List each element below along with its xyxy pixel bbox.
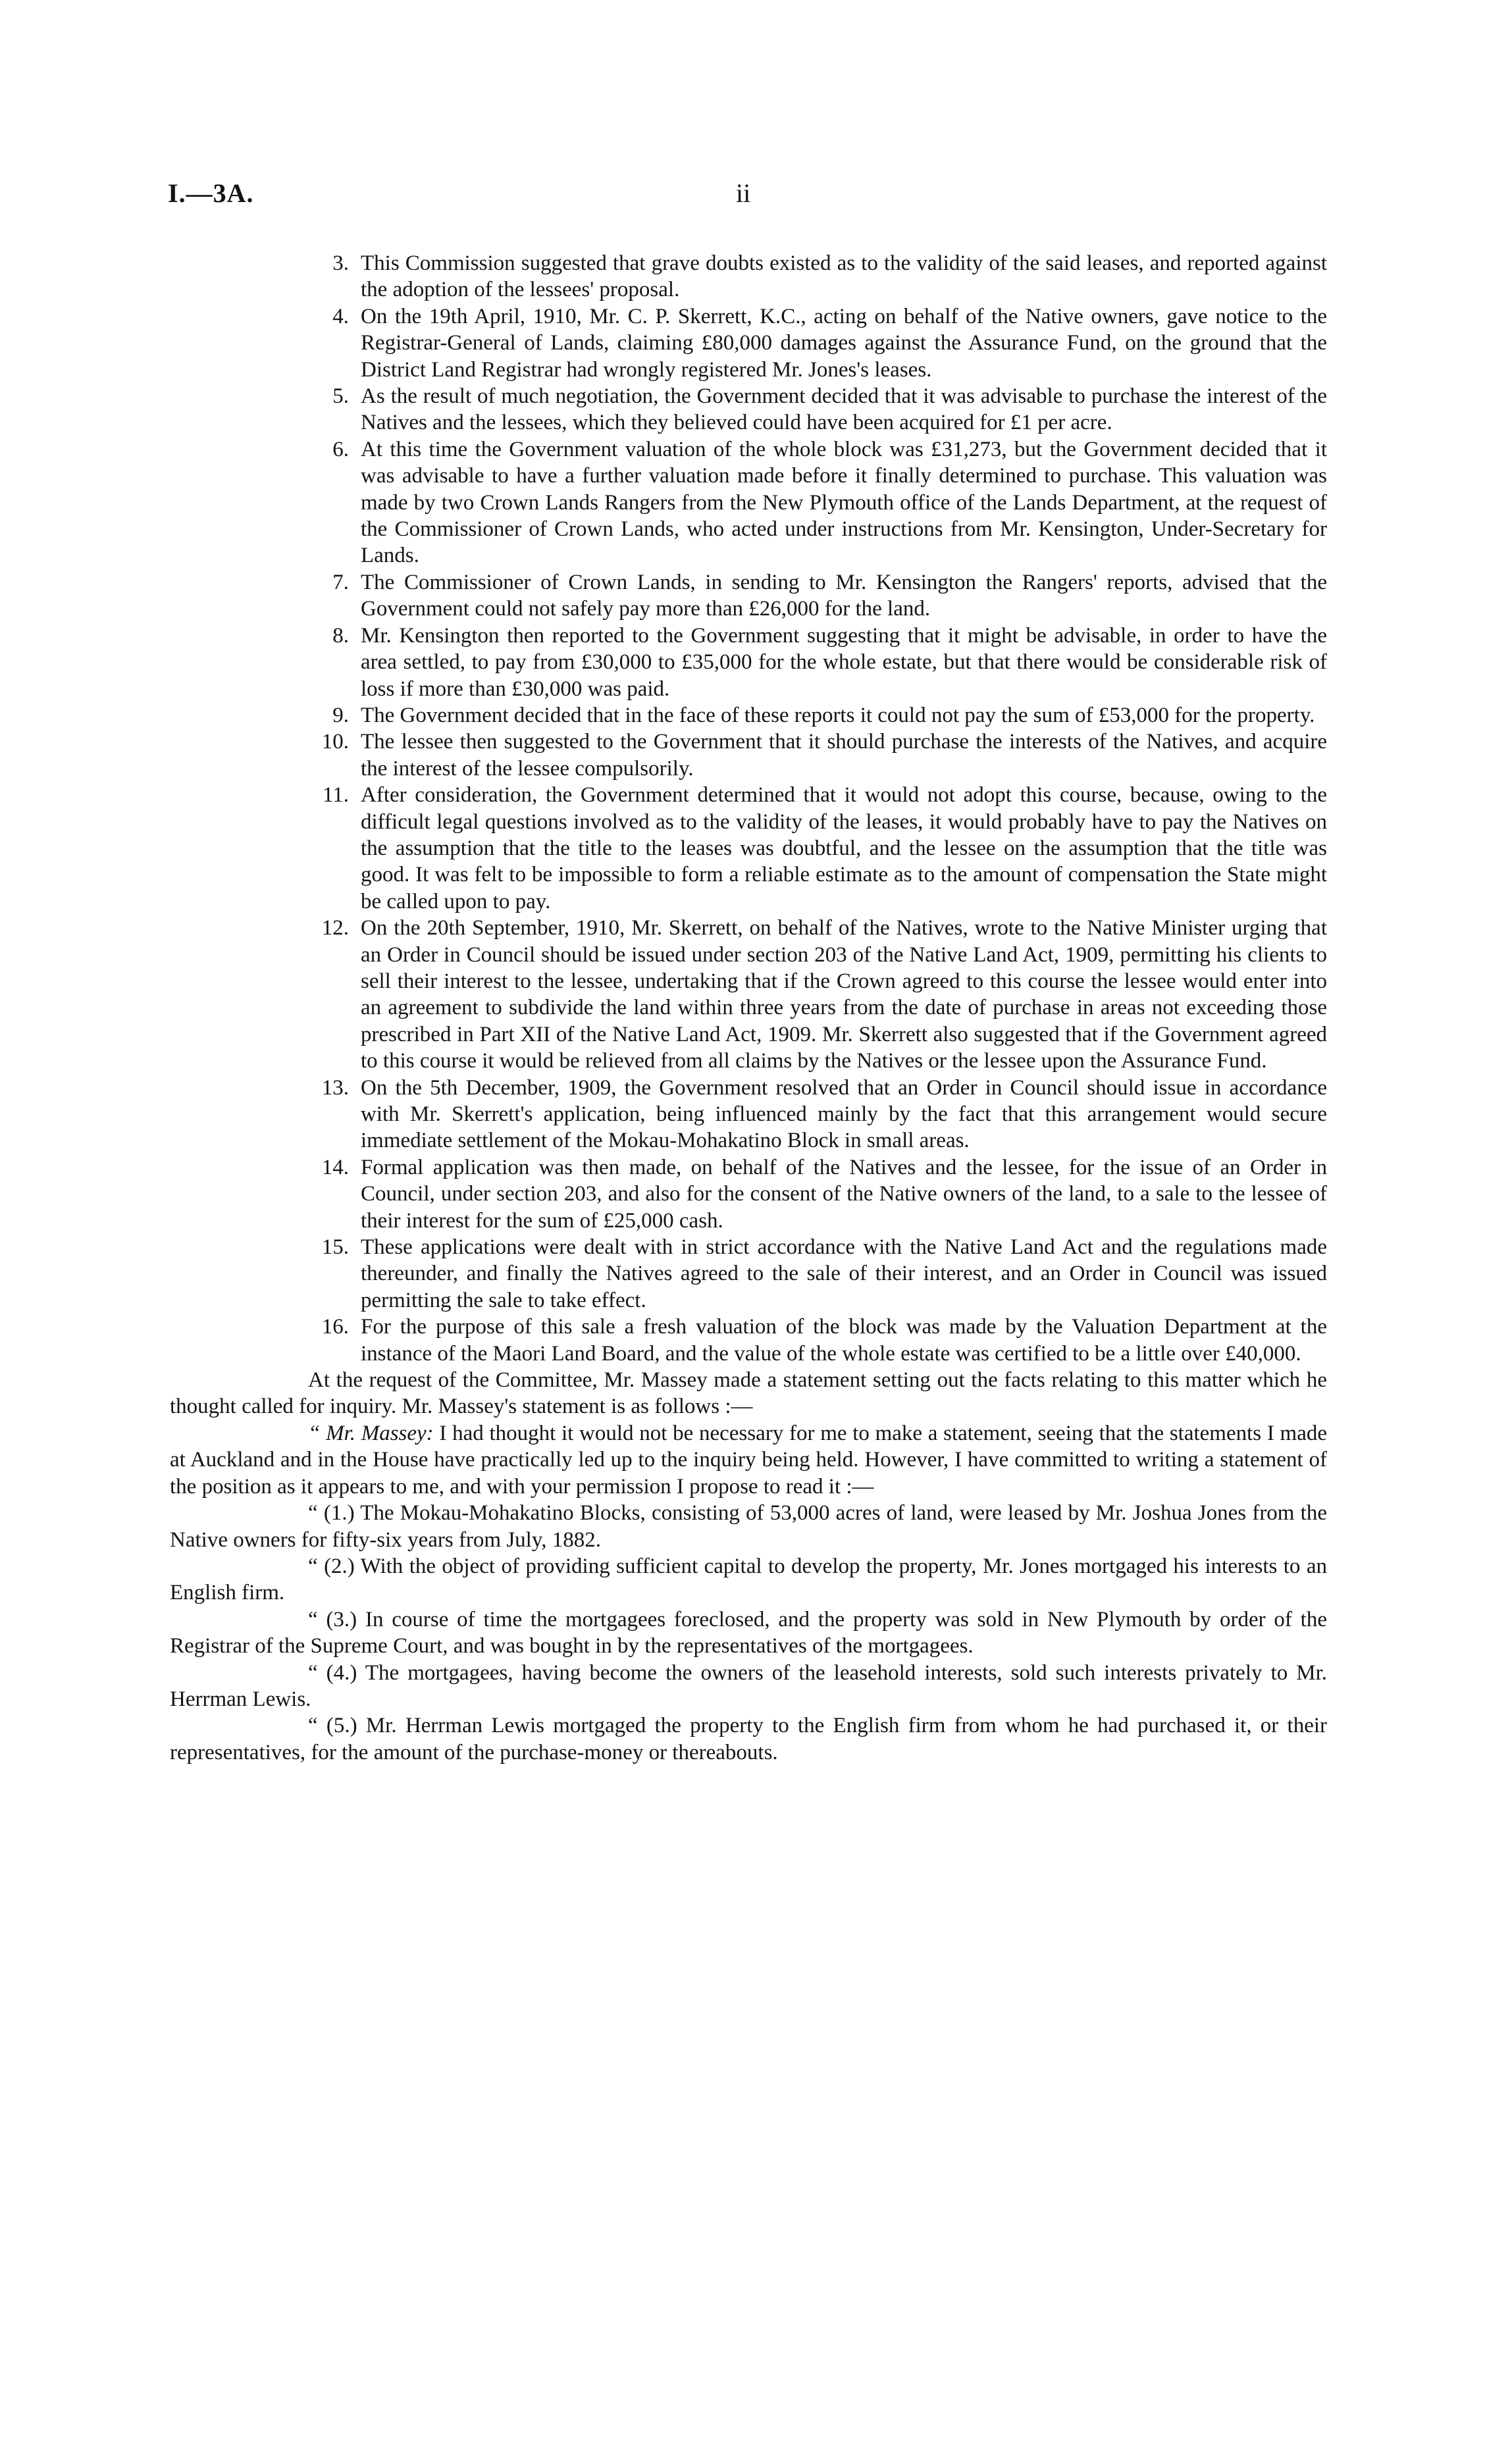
item-text: At this time the Government valuation of the whole block was £31,273, but the Government decided that it was advisable to have a further valuation made before it finally determined to purchase. This valuation was made by two Crown Lands Rangers from the New Plymouth office of the Lands Department, at the request of the Commissioner of Crown Lands, who acted under instructions from Mr. Kensington, Under-Secretary for Lands.: [361, 437, 1327, 568]
list-item: [170, 782, 1327, 915]
item-number: 11.: [322, 783, 349, 808]
statement-opening-text: I had thought it would not be necessary for me to make a statement, seeing that the statements I made at Auckland and in the House have practically led up to the inquiry being held. However, I have committed to writing a statement of the position as it appears to me, and with your permission I propose to read it :—: [170, 1421, 1327, 1499]
item-number: 16.: [321, 1315, 349, 1339]
document-body: [170, 250, 1327, 1766]
speaker-label: “ Mr. Massey:: [308, 1421, 434, 1445]
statement-point: “ (3.) In course of time the mortgagees foreclosed, and the property was sold in New Plymouth by order of the Registrar of the Supreme Court, and was bought in by the representatives of the mortgagees.: [170, 1607, 1327, 1658]
list-item: [170, 702, 1327, 729]
item-text: Formal application was then made, on behalf of the Natives and the lessee, for the issue of an Order in Council, under section 203, and also for the consent of the Native owners of the land, to a sale to the lessee of their interest for the sum of £25,000 cash.: [361, 1155, 1327, 1233]
list-item: [170, 915, 1327, 1074]
list-item: [170, 250, 1327, 303]
item-number: 15.: [321, 1235, 349, 1260]
numbered-list: [170, 250, 1327, 1367]
item-text: The lessee then suggested to the Government that it should purchase the interests of the Natives, and acquire the interest of the lessee compulsorily.: [361, 730, 1327, 781]
item-text: On the 5th December, 1909, the Government resolved that an Order in Council should issue in accordance with Mr. Skerrett's application, being influenced mainly by the fact that this arrangement would secure immediate settlement of the Mokau-Mohakatino Block in small areas.: [361, 1075, 1327, 1153]
item-number: 12.: [321, 916, 349, 940]
item-number: 14.: [321, 1155, 349, 1179]
item-number: 5.: [332, 384, 349, 409]
page-header: [0, 178, 1485, 217]
item-number: 3.: [332, 251, 349, 275]
item-number: 10.: [321, 730, 349, 754]
list-item: [170, 729, 1327, 782]
list-item: [170, 436, 1327, 569]
item-number: 6.: [332, 437, 349, 461]
statement-point: “ (2.) With the object of providing sufficient capital to develop the property, Mr. Jones mortgaged his interests to an English firm.: [170, 1554, 1327, 1605]
statement-point: “ (1.) The Mokau-Mohakatino Blocks, consisting of 53,000 acres of land, were leased by Mr. Joshua Jones from the Native owners for fifty-six years from July, 1882.: [170, 1501, 1327, 1552]
item-text: On the 20th September, 1910, Mr. Skerrett, on behalf of the Natives, wrote to the Native Minister urging that an Order in Council should be issued under section 203 of the Native Land Act, 1909, permitting his clients to sell their interest to the lessee, undertaking that if the Crown agreed to this course the lessee would enter into an agreement to subdivide the land within three years from the date of purchase in areas not exceeding those prescribed in Part XII of the Native Land Act, 1909. Mr. Skerrett also suggested that if the Government agreed to this course it would be relieved from all claims by the Natives or the lessee upon the Assurance Fund.: [361, 916, 1327, 1073]
list-item: [170, 1314, 1327, 1367]
list-item: [170, 623, 1327, 702]
list-item: [170, 1075, 1327, 1154]
item-text: After consideration, the Government determined that it would not adopt this course, because, owing to the difficult legal questions involved as to the validity of the leases, it would probably have to pay the Natives on the assumption that the title to the leases was doubtful, and the lessee on the assumption that the title was good. It was felt to be impossible to form a reliable estimate as to the amount of compensation the State might be called upon to pay.: [361, 783, 1327, 913]
item-text: These applications were dealt with in strict accordance with the Native Land Act and the regulations made thereunder, and finally the Natives agreed to the sale of their interest, and an Order in Council was issued permitting the sale to take effect.: [361, 1235, 1327, 1312]
item-text: The Government decided that in the face of these reports it could not pay the sum of £53,000 for the property.: [361, 703, 1315, 727]
item-number: 9.: [332, 703, 349, 727]
item-number: 4.: [332, 304, 349, 328]
list-item: [170, 303, 1327, 383]
statement-point: “ (4.) The mortgagees, having become the owners of the leasehold interests, sold such interests privately to Mr. Herrman Lewis.: [170, 1660, 1327, 1711]
item-text: The Commissioner of Crown Lands, in sending to Mr. Kensington the Rangers' reports, advised that the Government could not safely pay more than £26,000 for the land.: [361, 570, 1327, 621]
item-text: On the 19th April, 1910, Mr. C. P. Skerrett, K.C., acting on behalf of the Native owners, gave notice to the Registrar-General of Lands, claiming £80,000 damages against the Assurance Fund, on the ground that the District Land Registrar had wrongly registered Mr. Jones's leases.: [361, 304, 1327, 382]
document-reference: I.—3A.: [168, 178, 254, 208]
item-text: This Commission suggested that grave doubts existed as to the validity of the said leases, and reported against the adoption of the lessees' proposal.: [361, 251, 1327, 302]
list-item: [170, 383, 1327, 436]
list-item: [170, 1154, 1327, 1234]
intro-paragraph: At the request of the Committee, Mr. Massey made a statement setting out the facts relating to this matter which he thought called for inquiry. Mr. Massey's statement is as follows :—: [170, 1368, 1327, 1419]
item-text: As the result of much negotiation, the Government decided that it was advisable to purchase the interest of the Natives and the lessees, which they believed could have been acquired for £1 per acre.: [361, 384, 1327, 435]
item-number: 13.: [321, 1075, 349, 1100]
item-text: Mr. Kensington then reported to the Government suggesting that it might be advisable, in order to have the area settled, to pay from £30,000 to £35,000 for the whole estate, but that there would be considerable risk of loss if more than £30,000 was paid.: [361, 623, 1327, 701]
list-item: [170, 569, 1327, 623]
item-number: 8.: [332, 623, 349, 648]
list-item: [170, 1234, 1327, 1314]
statement-point: “ (5.) Mr. Herrman Lewis mortgaged the property to the English firm from whom he had purchased it, or their representatives, for the amount of the purchase-money or thereabouts.: [170, 1714, 1327, 1764]
item-number: 7.: [332, 570, 349, 594]
statement-opening: [170, 1420, 1327, 1500]
page-number: ii: [736, 178, 751, 208]
item-text: For the purpose of this sale a fresh valuation of the block was made by the Valuation Department at the instance of the Maori Land Board, and the value of the whole estate was certified to be a little over £40,000.: [361, 1315, 1327, 1366]
